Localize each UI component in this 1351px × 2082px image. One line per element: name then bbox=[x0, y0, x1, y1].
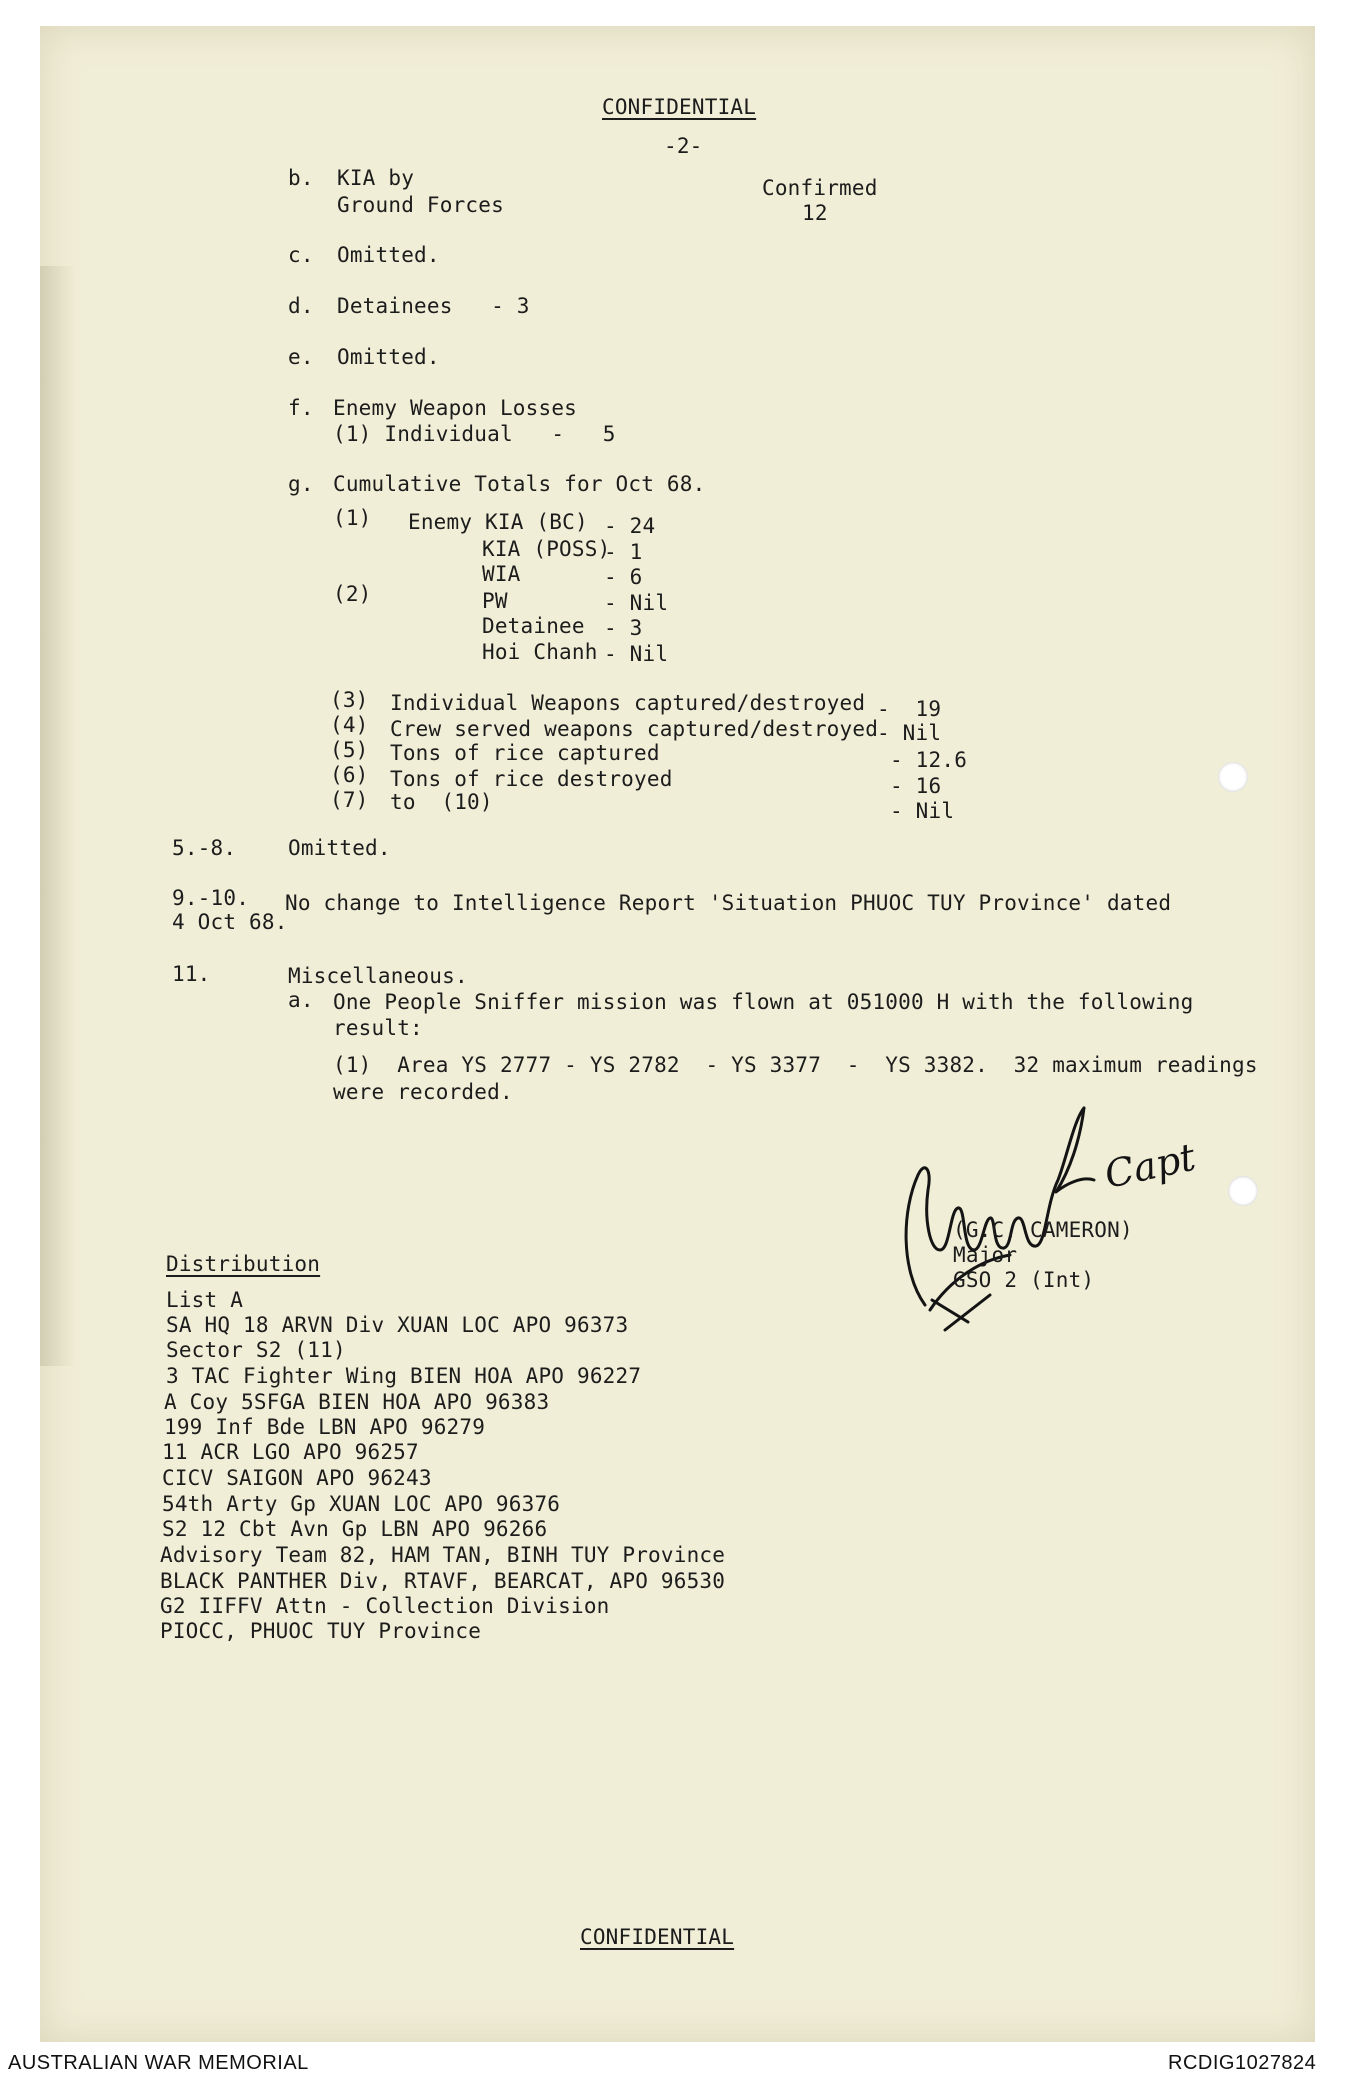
punch-hole bbox=[1228, 1176, 1258, 1206]
page-number: -2- bbox=[664, 134, 703, 158]
kia-poss-value: - 1 bbox=[604, 540, 643, 564]
distribution-item: S2 12 Cbt Avn Gp LBN APO 96266 bbox=[162, 1517, 548, 1541]
distribution-item: G2 IIFFV Attn - Collection Division bbox=[160, 1594, 610, 1618]
detainee-label: Detainee bbox=[482, 614, 585, 638]
item-9-10-line1: No change to Intelligence Report 'Situation PHUOC TUY Province' dated bbox=[285, 891, 1172, 915]
item-d-text: Detainees - 3 bbox=[337, 294, 530, 318]
item-e-text: Omitted. bbox=[337, 345, 440, 369]
item-11-sub1: (1) Area YS 2777 - YS 2782 - YS 3377 - YS 3382. 32 maximum readings bbox=[333, 1053, 1258, 1077]
item-5-8-num: 5.-8. bbox=[172, 836, 237, 860]
torn-edge bbox=[40, 266, 76, 1366]
item-11-num: 11. bbox=[172, 962, 211, 986]
distribution-item: 199 Inf Bde LBN APO 96279 bbox=[164, 1415, 486, 1439]
g3-value: - 19 bbox=[877, 697, 942, 721]
g3-label: Individual Weapons captured/destroyed bbox=[390, 691, 866, 715]
g4-value: - Nil bbox=[877, 721, 942, 745]
archive-credit: AUSTRALIAN WAR MEMORIAL bbox=[8, 2052, 309, 2074]
g5-num: (5) bbox=[330, 738, 369, 762]
distribution-item: BLACK PANTHER Div, RTAVF, BEARCAT, APO 96530 bbox=[160, 1569, 726, 1593]
enemy-kia-bc-label: Enemy KIA (BC) bbox=[408, 510, 588, 534]
item-g-letter: g. bbox=[288, 472, 314, 496]
g7-value: - Nil bbox=[890, 799, 955, 823]
g5-value: - 12.6 bbox=[890, 748, 968, 772]
g4-label: Crew served weapons captured/destroyed bbox=[390, 717, 879, 741]
item-g-num-1: (1) bbox=[333, 506, 372, 530]
punch-hole bbox=[1218, 762, 1248, 792]
item-9-10-num: 9.-10. bbox=[172, 886, 250, 910]
distribution-item: 54th Arty Gp XUAN LOC APO 96376 bbox=[162, 1492, 561, 1516]
signatory-rank: Major bbox=[953, 1243, 1018, 1267]
distribution-item: 11 ACR LGO APO 96257 bbox=[162, 1440, 419, 1464]
pw-label: PW bbox=[482, 589, 508, 613]
item-d-letter: d. bbox=[288, 294, 314, 318]
confirmed-value: 12 bbox=[802, 201, 828, 225]
classification-header: CONFIDENTIAL bbox=[602, 95, 757, 119]
distribution-item: 3 TAC Fighter Wing BIEN HOA APO 96227 bbox=[166, 1364, 642, 1388]
distribution-item: Advisory Team 82, HAM TAN, BINH TUY Province bbox=[160, 1543, 726, 1567]
item-c-text: Omitted. bbox=[337, 243, 440, 267]
item-e-letter: e. bbox=[288, 345, 314, 369]
distribution-item: SA HQ 18 ARVN Div XUAN LOC APO 96373 bbox=[166, 1313, 629, 1337]
item-b-letter: b. bbox=[288, 166, 314, 190]
item-11-sub2: were recorded. bbox=[333, 1080, 513, 1104]
item-11-line2: result: bbox=[333, 1016, 423, 1040]
item-f-letter: f. bbox=[288, 396, 314, 420]
item-9-10-line2: 4 Oct 68. bbox=[172, 910, 288, 934]
distribution-item: List A bbox=[166, 1288, 244, 1312]
item-g-num-2: (2) bbox=[333, 582, 372, 606]
distribution-item: Sector S2 (11) bbox=[166, 1338, 346, 1362]
item-b-label-2: Ground Forces bbox=[337, 193, 504, 217]
enemy-kia-bc-value: - 24 bbox=[604, 514, 656, 538]
signatory-position: GSO 2 (Int) bbox=[953, 1268, 1095, 1292]
kia-poss-label: KIA (POSS) bbox=[482, 537, 611, 561]
g6-label: Tons of rice destroyed bbox=[390, 767, 673, 791]
item-11-line1: One People Sniffer mission was flown at 051000 H with the following bbox=[333, 990, 1194, 1014]
wia-value: - 6 bbox=[604, 565, 643, 589]
item-b-label: KIA by bbox=[337, 166, 415, 190]
item-5-8-text: Omitted. bbox=[288, 836, 391, 860]
item-11-title: Miscellaneous. bbox=[288, 964, 468, 988]
g7-label: to (10) bbox=[390, 790, 493, 814]
confirmed-label: Confirmed bbox=[762, 176, 878, 200]
archive-id: RCDIG1027824 bbox=[1168, 2052, 1317, 2074]
g7-num: (7) bbox=[330, 788, 369, 812]
detainee-value: - 3 bbox=[604, 616, 643, 640]
item-c-letter: c. bbox=[288, 243, 314, 267]
signatory-name: (G.C. CAMERON) bbox=[953, 1218, 1133, 1242]
classification-footer: CONFIDENTIAL bbox=[580, 1925, 735, 1949]
item-11-letter: a. bbox=[288, 988, 314, 1012]
g4-num: (4) bbox=[330, 713, 369, 737]
hoi-chanh-label: Hoi Chanh bbox=[482, 640, 598, 664]
distribution-item: PIOCC, PHUOC TUY Province bbox=[160, 1619, 482, 1643]
handwritten-capt: Capt bbox=[1100, 1134, 1200, 1197]
g5-label: Tons of rice captured bbox=[390, 741, 660, 765]
distribution-item: A Coy 5SFGA BIEN HOA APO 96383 bbox=[164, 1390, 550, 1414]
item-g-title: Cumulative Totals for Oct 68. bbox=[333, 472, 706, 496]
hoi-chanh-value: - Nil bbox=[604, 642, 669, 666]
item-f-line1: (1) Individual - 5 bbox=[333, 422, 616, 446]
item-f-title: Enemy Weapon Losses bbox=[333, 396, 578, 420]
pw-value: - Nil bbox=[604, 591, 669, 615]
g3-num: (3) bbox=[330, 688, 369, 712]
distribution-heading: Distribution bbox=[166, 1252, 321, 1276]
g6-num: (6) bbox=[330, 763, 369, 787]
distribution-item: CICV SAIGON APO 96243 bbox=[162, 1466, 432, 1490]
wia-label: WIA bbox=[482, 562, 521, 586]
g6-value: - 16 bbox=[890, 774, 942, 798]
document-page bbox=[40, 26, 1315, 2042]
